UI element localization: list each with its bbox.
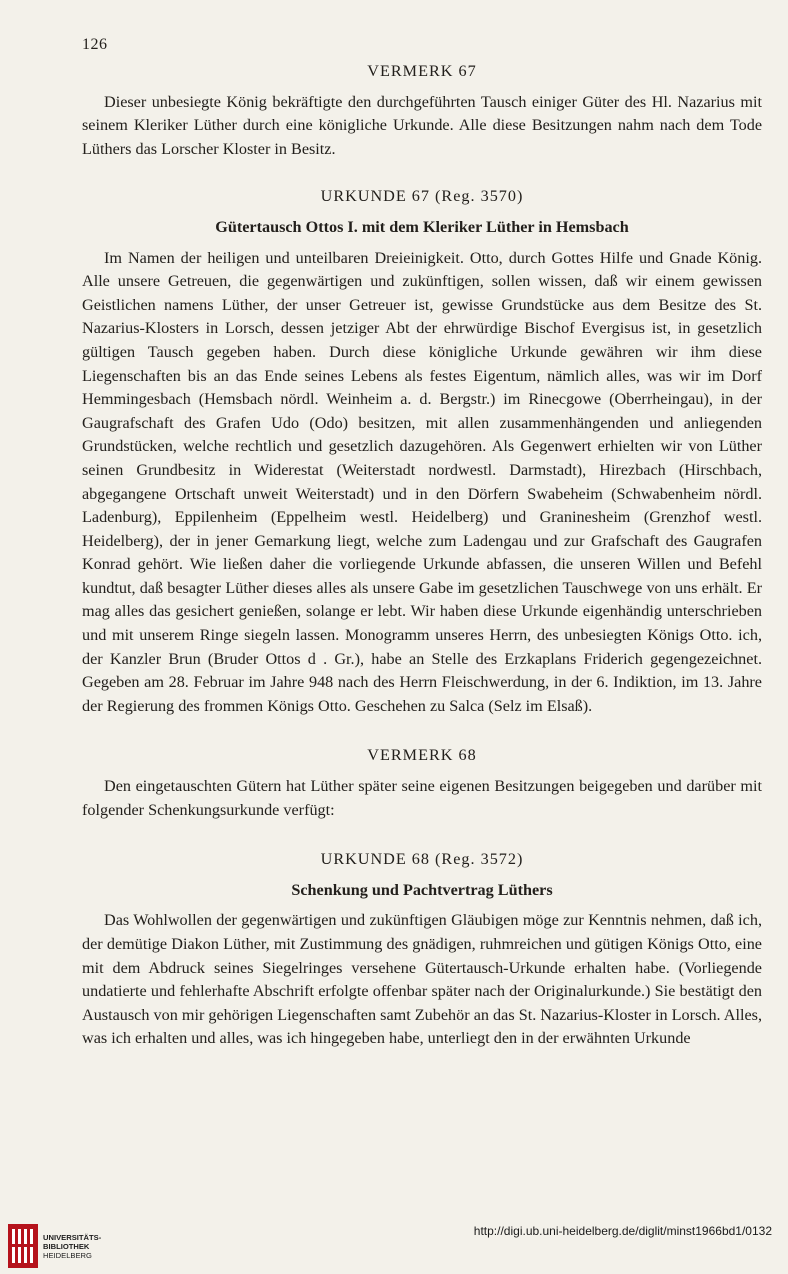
vermerk-67-heading: VERMERK 67 [367, 62, 477, 80]
vermerk-67-text: Dieser unbesiegte König bekräftigte den durchgeführten Tausch einiger Güter des Hl. Nazarius mit seinem Kleriker Lüther durch eine königliche Urkunde. Alle diese Besitzungen nahm nach dem Tode Lüthers das Lorscher Kloster in Besitz. [82, 92, 762, 158]
library-logo-icon [8, 1224, 38, 1268]
library-name-line1: UNIVERSITÄTS- [43, 1232, 102, 1242]
library-logo [8, 1222, 118, 1270]
urkunde-67-text: Im Namen der heiligen und unteilbaren Dreieinigkeit. Otto, durch Gottes Hilfe und Gnade König. Alle unsere Getreuen, die gegenwärtigen und zukünftigen, sollen wissen, daß wir einem gewissen Geistlichen namens Lüther, der unser Getreuer ist, gewisse Grundstücke aus dem Besitze des St. Nazarius-Klosters in Lorsch, dessen jetziger Abt der ehrwürdige Bischof Evergisus ist, in gesetzlich gültigen Tausch gegeben haben. Durch diese königliche Urkunde gewähren wir ihm diese Liegenschaften bis an das Ende seines Lebens als festes Eigentum, nämlich alles, was wir im Dorf Hemmingesbach (Hemsbach nördl. Weinheim a. d. Bergstr.) im Rinecgowe (Oberrheingau), in der Gaugrafschaft des Grafen Udo (Odo) besitzen, mit allen zusammenhängenden und anliegenden Grundstücken, welche rechtlich und gesetzlich dazugehören. Als Gegenwert erhielten wir von Lüther seinen Grundbesitz in Widerestat (Weiterstadt nordwestl. Darmstadt), Hirezbach (Hirschbach, abgegangene Ortschaft unweit Weiterstadt) und in den Dörfern Swabeheim (Schwabenheim nördl. Ladenburg), Eppilenheim (Eppelheim westl. Heidelberg) und Graninesheim (Grenzhof westl. Heidelberg), der in jener Gemarkung liegt, welche zum Ladengau und zur Grafschaft des Gaugrafen Konrad gehört. Wie ließen daher die vorliegende Urkunde abfassen, die unseren Willen und Befehl kundtut, daß besagter Lüther dieses alles als unsere Gabe im gesetzlichen Tauschwege von uns erhält. Er mag alles das gesichert genießen, solange er lebt. Wir haben diese Urkunde eigenhändig unterschrieben und mit unserem Ringe siegeln lassen. Monogramm unseres Herrn, des unbesiegten Königs Otto. ich, der Kanzler Brun (Bruder Ottos d . Gr.), habe an Stelle des Erzkaplans Friderich gegengezeichnet. Gegeben am 28. Februar im Jahre 948 nach des Herrn Fleischwerdung, in der 6. Indiktion, im 13. Jahre der Regierung des frommen Königs Otto. Geschehen zu Salca (Selz im Elsaß). [82, 248, 762, 715]
document-body [82, 60, 762, 1051]
vermerk-68-text: Den eingetauschten Gütern hat Lüther später seine eigenen Besitzungen beigegeben und darüber mit folgender Schenkungsurkunde verfügt: [82, 777, 762, 819]
library-name-line2: BIBLIOTHEK [43, 1241, 90, 1251]
urkunde-67-heading: URKUNDE 67 (Reg. 3570) [320, 187, 524, 206]
urkunde-68-text: Das Wohlwollen der gegenwärtigen und zukünftigen Gläubigen möge zur Kenntnis nehmen, daß ich, der demütige Diakon Lüther, mit Zustimmung des gnädigen, ruhmreichen und gütigen Königs Otto, eine mit dem Abdruck seines Siegelringes versehene Gütertausch-Urkunde erhalten habe. (Vorliegende undatierte und fehlerhafte Abschrift erfolgte offenbar später nach der Originalurkunde.) Sie bestätigt den Austausch von mir gehörigen Liegenschaften samt Zubehör an das St. Nazarius-Kloster in Lorsch. Alles, was ich erhalten und alles, was ich hingegeben habe, unterliegt den in der erwähnten Urkunde [82, 911, 762, 1048]
source-url[interactable]: http://digi.ub.uni-heidelberg.de/diglit/minst1966bd1/0132 [473, 1224, 772, 1238]
urkunde-68-title: Schenkung und Pachtvertrag Lüthers [291, 880, 553, 899]
vermerk-68-heading: VERMERK 68 [367, 746, 477, 765]
library-name-line3: HEIDELBERG [43, 1250, 92, 1260]
urkunde-67-title: Gütertausch Ottos I. mit dem Kleriker Lüther in Hemsbach [215, 217, 629, 236]
urkunde-68-heading: URKUNDE 68 (Reg. 3572) [320, 850, 524, 869]
page-number: 126 [82, 36, 108, 53]
